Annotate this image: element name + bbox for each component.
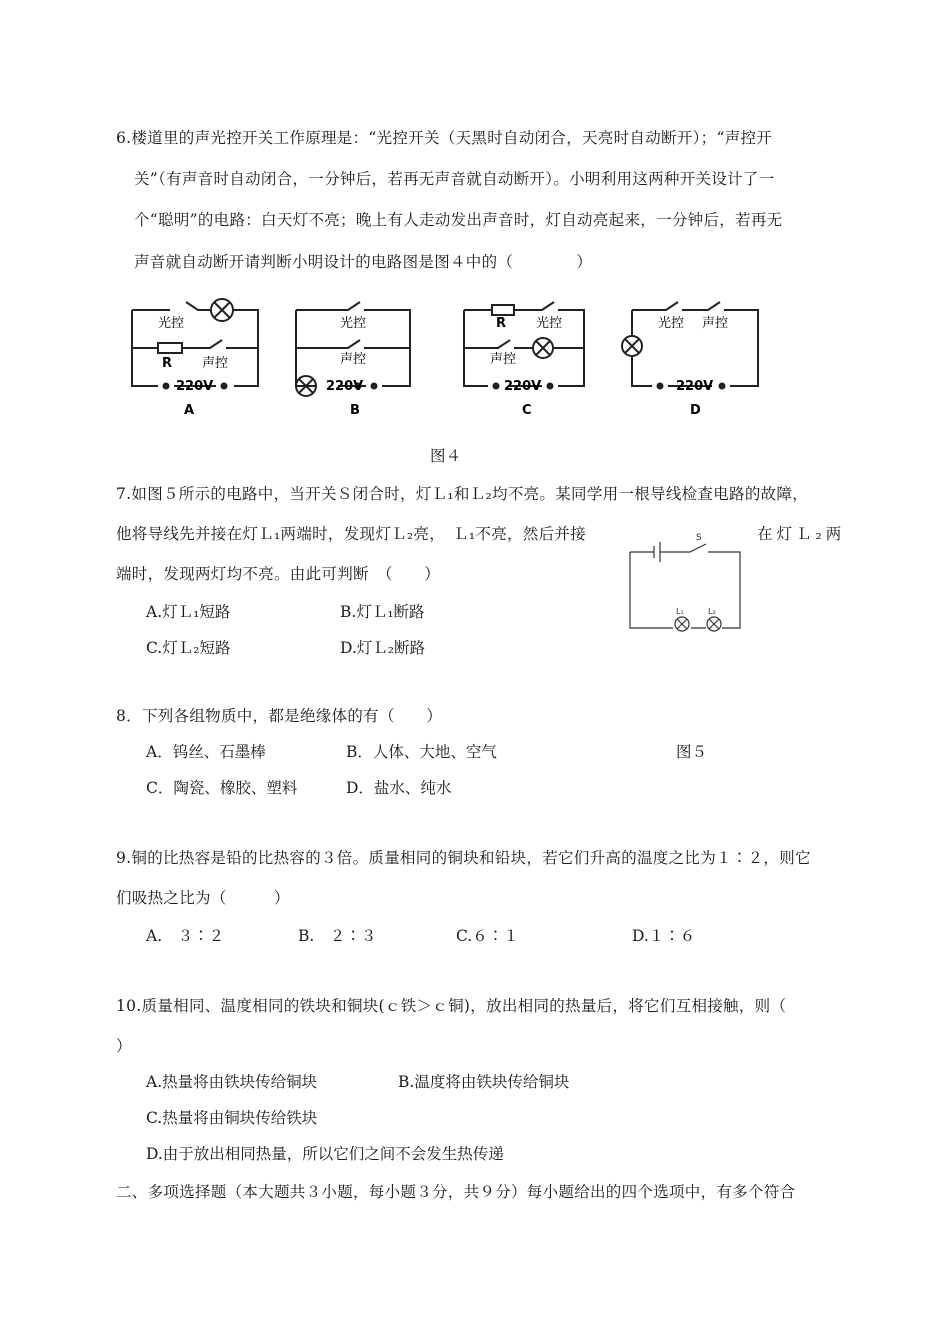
q10-line-1: 10.质量相同、温度相同的铁块和铜块(ｃ铁＞ｃ铜)，放出相同的热量后，将它们互相接触，则（ <box>116 997 787 1015</box>
figure-5-caption: 图５ <box>676 743 708 761</box>
l2-label: L₂ <box>708 607 716 616</box>
q6-line-1: 6.楼道里的声光控开关工作原理是：“光控开关（天黑时自动闭合，天亮时自动断开）；“声控开 <box>116 129 773 147</box>
a-r-label: R <box>162 356 173 371</box>
q8-option-c: C．陶瓷、橡胶、塑料 <box>146 779 298 797</box>
d-sound-label: 声控 <box>702 316 729 331</box>
q7-line-2b: 在灯Ｌ₂两 <box>757 525 846 543</box>
q6-line-3: 个“聪明”的电路：白天灯不亮；晚上有人走动发出声音时，灯自动亮起来，一分钟后，若再无 <box>134 211 783 229</box>
q8-option-a: A．钨丝、石墨棒 <box>146 743 266 761</box>
d-voltage-label: 220V <box>676 379 714 394</box>
q9-line-2: 们吸热之比为（ ） <box>116 889 290 907</box>
q7-line-2: 他将导线先并接在灯Ｌ₁两端时，发现灯Ｌ₂亮， Ｌ₁不亮，然后并接 <box>116 525 586 543</box>
a-light-label: 光控 <box>158 316 185 331</box>
q7-option-b: B.灯Ｌ₁断路 <box>340 603 425 621</box>
d-letter: D <box>690 403 701 418</box>
q7-option-a: A.灯Ｌ₁短路 <box>146 603 231 621</box>
figure-4-caption: 图４ <box>430 447 462 465</box>
q9-option-b: B. ２∶３ <box>298 927 377 945</box>
q7-option-d: D.灯Ｌ₂断路 <box>340 639 426 657</box>
a-letter: A <box>184 403 195 418</box>
b-light-label: 光控 <box>340 316 367 331</box>
a-voltage-label: 220V <box>176 379 214 394</box>
q10-option-c: C.热量将由铜块传给铁块 <box>146 1109 318 1127</box>
q9-option-d: D.１∶６ <box>632 927 696 945</box>
b-letter: B <box>350 403 360 418</box>
c-letter: C <box>522 403 532 418</box>
section-2-heading: 二、多项选择题（本大题共３小题，每小题３分，共９分）每小题给出的四个选项中，有多个符合 <box>116 1183 796 1201</box>
b-voltage-label: 220V <box>326 379 364 394</box>
q8-stem: 8．下列各组物质中，都是绝缘体的有（ ） <box>116 707 443 725</box>
switch-s-label: S <box>696 533 702 543</box>
c-light-label: 光控 <box>536 316 563 331</box>
figure-5-circuit <box>624 528 746 634</box>
q7-line-3: 端时，发现两灯均不亮。由此可判断 （ ） <box>116 565 441 583</box>
q9-option-a: A. ３∶２ <box>146 927 225 945</box>
a-sound-label: 声控 <box>202 356 229 371</box>
q10-option-b: B.温度将由铁块传给铜块 <box>398 1073 570 1091</box>
d-light-label: 光控 <box>658 316 685 331</box>
q10-option-a: A.热量将由铁块传给铜块 <box>146 1073 318 1091</box>
q8-option-d: D．盐水、纯水 <box>346 779 452 797</box>
q8-option-b: B．人体、大地、空气 <box>346 743 497 761</box>
l1-label: L₁ <box>676 607 684 616</box>
q10-option-d: D.由于放出相同热量，所以它们之间不会发生热传递 <box>146 1145 504 1163</box>
b-sound-label: 声控 <box>340 352 367 367</box>
c-voltage-label: 220V <box>504 379 542 394</box>
q9-line-1: 9.铜的比热容是铅的比热容的３倍。质量相同的铜块和铅块，若它们升高的温度之比为１∶２，则它 <box>116 849 811 867</box>
q7-line-1: 7.如图５所示的电路中，当开关Ｓ闭合时，灯Ｌ₁和Ｌ₂均不亮。某同学用一根导线检查电路的故障， <box>116 485 809 503</box>
figure-4-circuits <box>118 290 808 430</box>
c-sound-label: 声控 <box>490 352 517 367</box>
q10-line-2: ） <box>116 1037 132 1055</box>
q6-line-4: 声音就自动断开请判断小明设计的电路图是图４中的（ ） <box>134 253 593 271</box>
q6-line-2: 关”（有声音时自动闭合，一分钟后，若再无声音就自动断开）。小明利用这两种开关设计了一 <box>134 170 775 188</box>
q9-option-c: C.６∶１ <box>456 927 519 945</box>
c-r-label: R <box>496 316 507 331</box>
q7-option-c: C.灯Ｌ₂短路 <box>146 639 231 657</box>
